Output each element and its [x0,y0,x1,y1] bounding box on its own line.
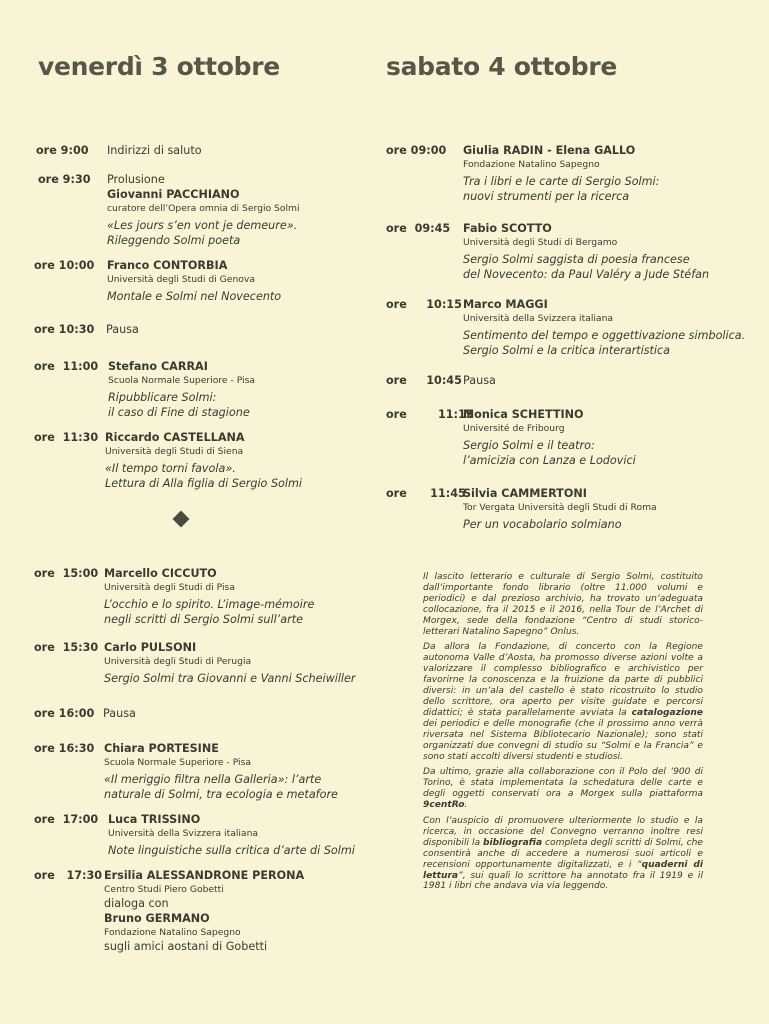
session-aff: Scuola Normale Superiore - Pisa [104,757,252,768]
essay-paragraph [423,767,703,811]
session-title: L’occhio e lo spirito. L’image-mémoire [104,598,315,611]
session-time: ore 15:30 [34,641,99,654]
session-time: ore 10:30 [34,323,95,336]
session-name: Chiara PORTESINE [104,742,219,755]
session-details [107,258,281,304]
session-time: ore 11:30 [34,431,99,444]
session-name: Riccardo CASTELLANA [105,431,245,444]
session-aff: Università della Svizzera italiana [463,313,614,324]
essay-emphasis: 9centRo [423,800,465,811]
session-title: «Il tempo torni favola». [105,462,236,475]
session-title: Per un vocabolario solmiano [463,518,622,531]
session-title: l’amicizia con Lanza e Lodovici [463,454,636,467]
session-time: ore 9:00 [36,144,89,157]
session-name: Franco CONTORBIA [107,259,228,272]
session-aff: Université de Fribourg [463,423,565,434]
session-time: ore 16:00 [34,707,95,720]
session-details [104,868,304,954]
session-name: Stefano CARRAI [108,360,208,373]
session-time: ore 11:45 [386,487,466,500]
session-name: Luca TRISSINO [108,813,201,826]
session-aff: Università degli Studi di Genova [107,274,255,285]
session-aff: Scuola Normale Superiore - Pisa [108,375,256,386]
session-title: Sergio Solmi saggista di poesia francese [463,253,690,266]
session-title: Sergio Solmi e il teatro: [463,439,595,452]
session-details [104,741,338,802]
session-details [107,172,300,248]
session-name: Giulia RADIN - Elena GALLO [463,144,636,157]
session-name: Bruno GERMANO [104,912,210,925]
session-time: ore 09:45 [386,222,451,235]
session-title: Lettura di Alla figlia di Sergio Solmi [105,477,303,490]
session-name: Fabio SCOTTO [463,222,552,235]
essay-paragraph [423,816,703,892]
session-time: ore 09:00 [386,144,447,157]
session-title: Rileggendo Solmi poeta [107,234,241,247]
session-details [104,566,314,627]
essay-emphasis: quaderni di lettura [423,859,703,881]
session-details [463,143,659,204]
session-plain: Prolusione [107,173,165,186]
session-aff: Università degli Studi di Siena [105,446,244,457]
session-time: ore 10:45 [386,374,462,387]
session-time: ore 10:00 [34,259,95,272]
session-title: «Il meriggio filtra nella Galleria»: l’arte [104,773,322,786]
session-aff: Centro Studi Piero Gobetti [104,884,224,895]
session-details [463,373,496,388]
session-title: naturale di Solmi, tra ecologia e metafore [104,788,338,801]
session-name: Monica SCHETTINO [463,408,584,421]
session-aff: Università della Svizzera italiana [108,828,259,839]
session-title: Montale e Solmi nel Novecento [107,290,282,303]
session-time: ore 11:15 [386,408,474,421]
session-plain: sugli amici aostani di Gobetti [104,940,268,953]
session-details [104,640,356,686]
session-plain: Pausa [106,323,139,336]
session-details [463,221,709,282]
session-details [463,297,745,358]
essay-text: ”, sui quali lo scrittore ha annotato fra il 1919 e il 1981 i libri che andava via via leggendo. [423,870,703,892]
session-name: Carlo PULSONI [104,641,197,654]
diamond-separator-icon [173,511,190,528]
session-title: «Les jours s’en vont je demeure». [107,219,298,232]
session-time: ore 11:00 [34,360,99,373]
session-name: Giovanni PACCHIANO [107,188,240,201]
session-name: Ersilia ALESSANDRONE PERONA [104,869,305,882]
session-time: ore 9:30 [38,173,91,186]
session-aff: Università degli Studi di Pisa [104,582,235,593]
session-plain: Pausa [103,707,136,720]
session-details [108,812,355,858]
essay-text: completa degli scritti di Solmi, che consentirà anche di accedere a numerosi suoi articoli e recensioni opportunamente digitalizzati, e i “ [423,837,703,870]
friday-heading: venerdì 3 ottobre [38,52,280,81]
session-details [463,486,657,532]
session-details [103,706,136,721]
session-time: ore 16:30 [34,742,95,755]
foundation-essay [423,572,703,897]
session-title: Tra i libri e le carte di Sergio Solmi: [463,175,660,188]
session-title: Sentimento del tempo e oggettivazione simbolica. [463,329,746,342]
session-title: il caso di Fine di stagione [108,406,250,419]
session-time: ore 15:00 [34,567,99,580]
session-aff: Fondazione Natalino Sapegno [463,159,600,170]
session-title: Ripubblicare Solmi: [108,391,217,404]
saturday-heading: sabato 4 ottobre [386,52,618,81]
essay-text: Con l’auspicio di promuovere ulteriormente lo studio e la ricerca, in occasione del Convegno verranno inoltre resi disponibili la [423,816,703,848]
session-time: ore 17:30 [34,869,103,882]
essay-text: . [464,800,468,811]
session-details [108,359,255,420]
essay-paragraph [423,572,703,637]
essay-text: Il lascito letterario e culturale di Sergio Solmi, costituito dall’importante fondo librario (oltre 11.000 volumi e periodici) e dal prezioso archivio, ha trovato un’adeguata collocazione, fra il 2015 e il 2016, nella Tour de l’Archet di Morgex, sede della fondazione “Centro di studi storico-letterari Natalino Sapegno” Onlus. [423,572,703,637]
session-name: Marco MAGGI [463,298,548,311]
session-aff: Tor Vergata Università degli Studi di Roma [463,502,657,513]
session-aff: Fondazione Natalino Sapegno [104,927,241,938]
essay-text: dei periodici e delle monografie (che il prossimo anno verrà riversata nel Sistema Bibliotecario Nazionale); sono stati organizzati due convegni di studio su “Solmi e la Francia” e sono stati accolti diversi studenti e studiosi. [423,718,703,762]
session-aff: curatore dell’Opera omnia di Sergio Solmi [107,203,300,214]
essay-text: Da allora la Fondazione, di concerto con la Regione autonoma Valle d’Aosta, ha promosso diverse azioni volte a valorizzare il complesso bibliografico e archivistico per favorirne la conoscenza e la fruizione da parte di pubblici diversi: in un’ala del castello è stato ricostruito lo studio dello scrittore, ora aperto per visite guidate e percorsi didattici; è stata parallelamente avviata la [423,642,703,718]
session-title: nuovi strumenti per la ricerca [463,190,630,203]
session-time: ore 10:15 [386,298,462,311]
session-title: negli scritti di Sergio Solmi sull’arte [104,613,303,626]
session-details [463,407,636,468]
session-time: ore 17:00 [34,813,99,826]
essay-emphasis: bibliografia [483,837,543,848]
session-aff: Università degli Studi di Bergamo [463,237,618,248]
session-name: Silvia CAMMERTONI [463,487,587,500]
session-plain: dialoga con [104,897,169,910]
session-plain: Pausa [463,374,496,387]
session-title: Sergio Solmi tra Giovanni e Vanni Scheiwiller [104,672,356,685]
session-title: del Novecento: da Paul Valéry a Jude Stéfan [463,268,710,281]
session-aff: Università degli Studi di Perugia [104,656,252,667]
session-title: Sergio Solmi e la critica interartistica [463,344,671,357]
session-title: Note linguistiche sulla critica d’arte di Solmi [108,844,355,857]
essay-paragraph [423,642,703,762]
session-details [106,322,139,337]
session-details [107,143,202,158]
session-details [105,430,302,491]
session-name: Marcello CICCUTO [104,567,217,580]
essay-emphasis: catalogazione [631,707,703,718]
session-plain: Indirizzi di saluto [107,144,202,157]
essay-text: Da ultimo, grazie alla collaborazione con il Polo del ’900 di Torino, è stata implementata la schedatura delle carte e degli oggetti conservati ora a Morgex sulla piattaforma [423,767,703,800]
